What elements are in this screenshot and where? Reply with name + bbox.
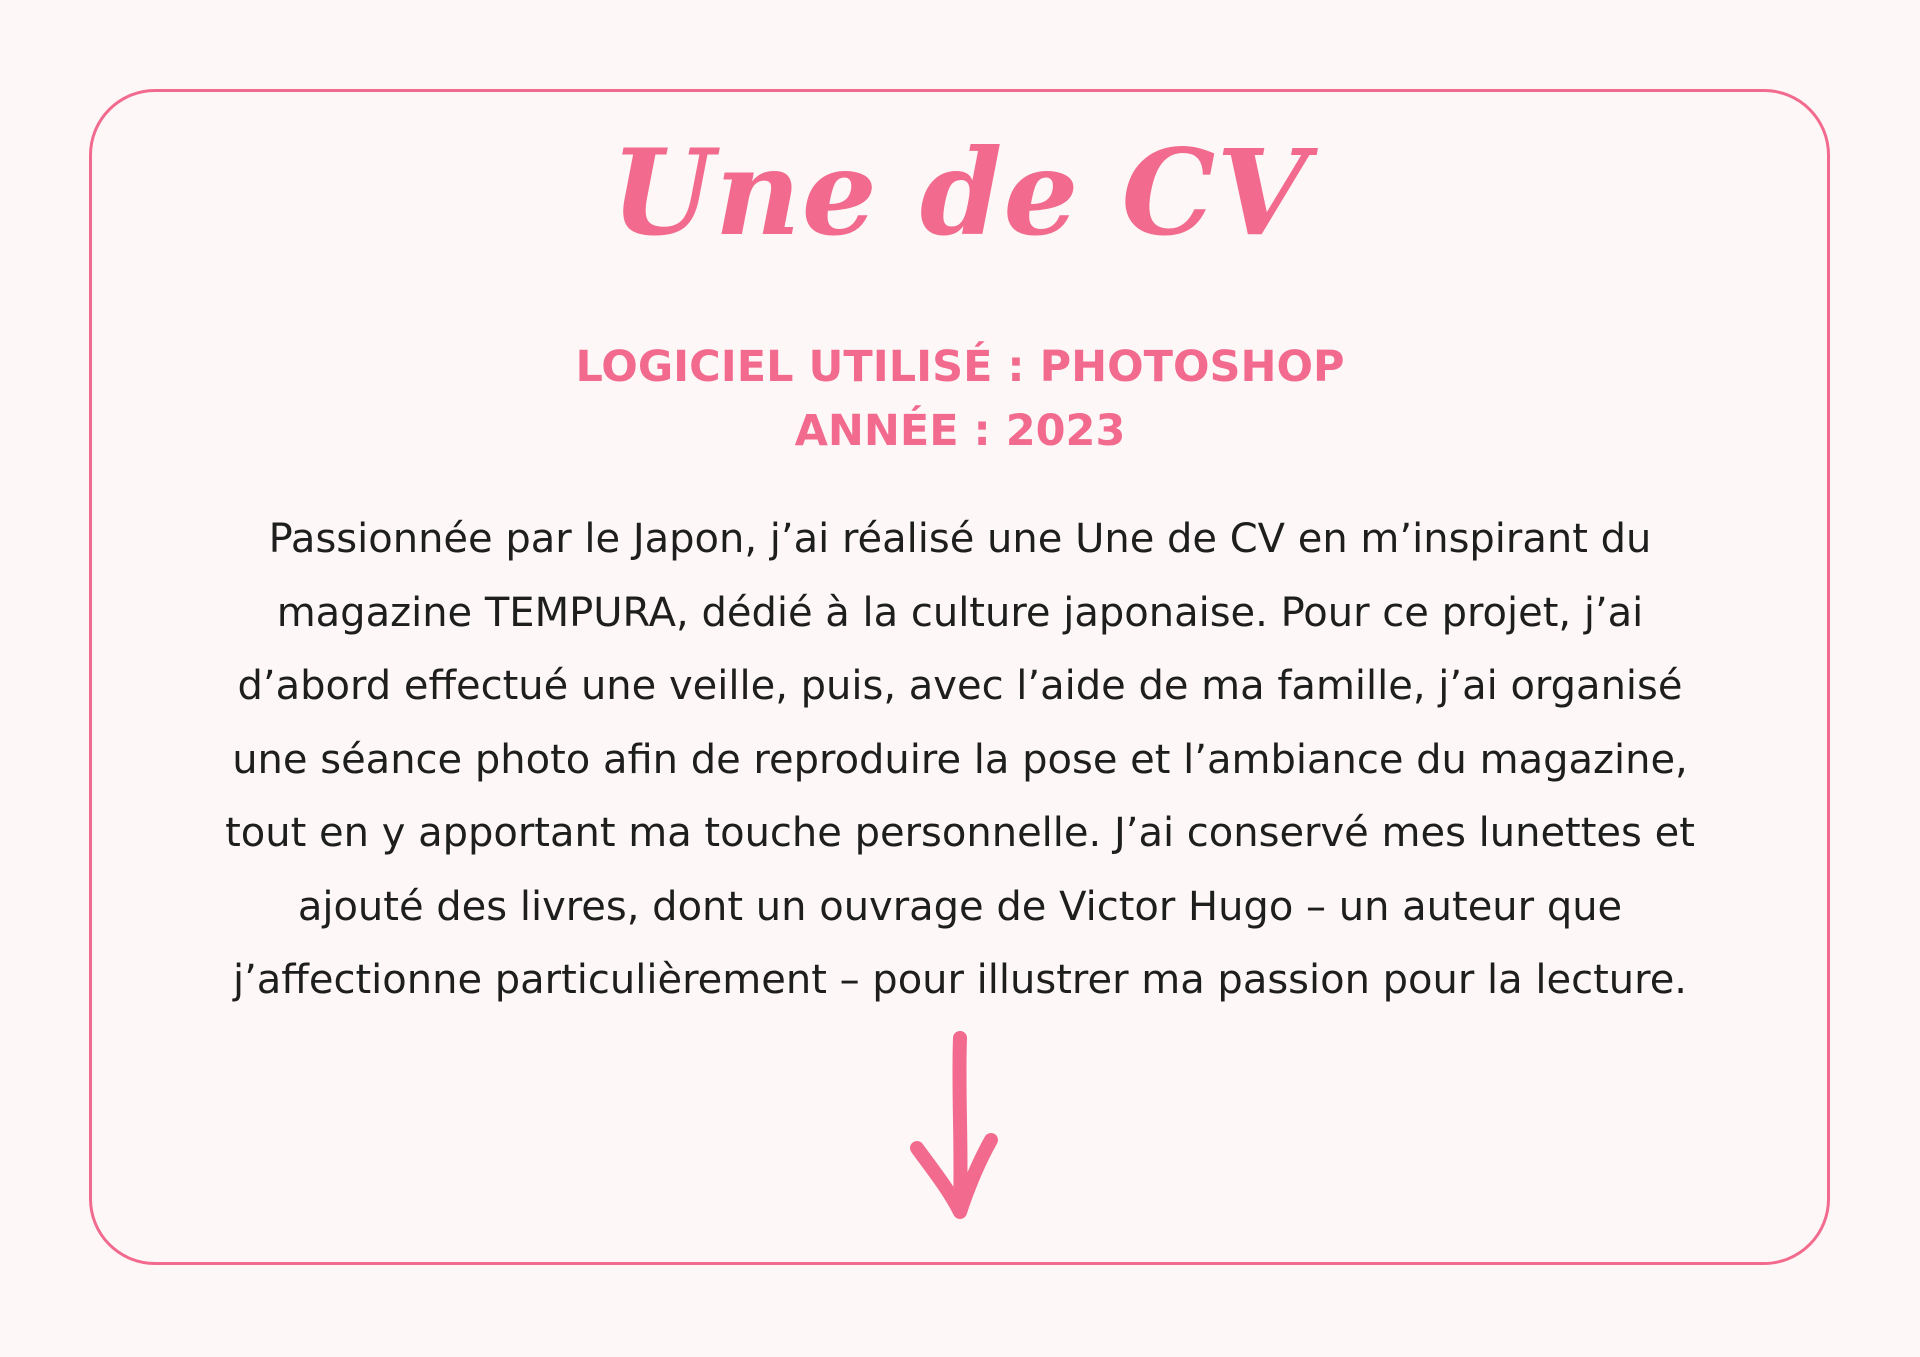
page-title: Une de CV xyxy=(611,123,1309,262)
project-meta xyxy=(0,335,1920,463)
arrow-down-icon xyxy=(905,1030,1015,1225)
project-description: Passionnée par le Japon, j’ai réalisé une Une de CV en m’inspirant du magazine TEMPURA, dédié à la culture japonaise. Pour ce projet, j’ai d’abord effectué une veille, puis, avec l’aide de ma famille, j’ai organisé une séance photo afin de reproduire la pose et l’ambiance du magazine, tout en y apportant ma touche personnelle. J’ai conservé mes lunettes et ajouté des livres, dont un ouvrage de Victor Hugo – un auteur que j’affectionne particulièrement – pour illustrer ma passion pour la lecture. xyxy=(225,516,1695,1003)
software-label: LOGICIEL UTILISÉ : PHOTOSHOP xyxy=(575,342,1345,392)
year-label: ANNÉE : 2023 xyxy=(794,406,1126,456)
